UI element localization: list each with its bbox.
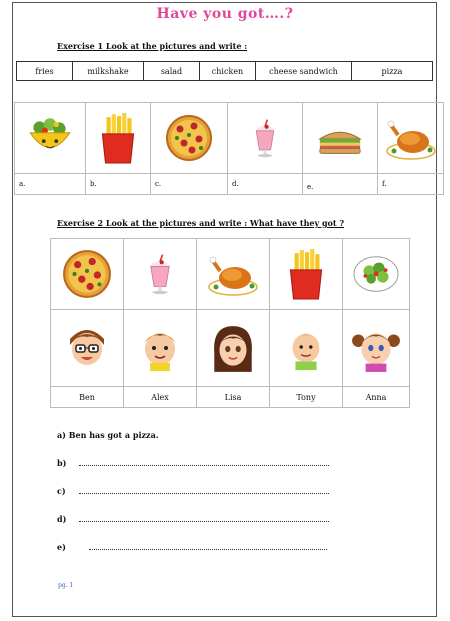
exercise1-picture-table — [14, 102, 444, 195]
boy-green-shirt-icon — [282, 320, 330, 376]
answer-letter: c. — [155, 180, 162, 188]
roast-chicken-icon — [204, 249, 262, 299]
picture-cell — [15, 103, 86, 174]
picture-cell — [228, 103, 303, 174]
child-cell — [343, 310, 410, 387]
answer-blank[interactable] — [79, 521, 329, 522]
answer-cell[interactable] — [303, 174, 378, 195]
answer-line-c[interactable] — [57, 486, 337, 496]
child-name: Alex — [124, 387, 197, 408]
boy-yellow-shirt-icon — [135, 322, 185, 374]
roast-chicken-icon — [383, 113, 439, 163]
child-cell — [270, 310, 343, 387]
child-name: Anna — [343, 387, 410, 408]
salad-plate-icon — [347, 250, 405, 298]
answer-cell[interactable] — [15, 174, 86, 195]
food-cell — [343, 239, 410, 310]
answer-label: e) — [57, 542, 66, 552]
example-sentence: a) Ben has got a pizza. — [57, 430, 159, 440]
answer-cell[interactable] — [378, 174, 444, 195]
answer-label: b) — [57, 458, 67, 468]
word-bank-cell: chicken — [200, 62, 256, 81]
word-bank-cell: fries — [17, 62, 73, 81]
milkshake-icon — [245, 110, 285, 166]
picture-cell — [303, 103, 378, 174]
worksheet-title: Have you got….? — [156, 6, 294, 22]
salad-bowl-icon — [22, 112, 78, 164]
food-cell — [270, 239, 343, 310]
girl-long-hair-icon — [207, 318, 259, 378]
food-cell — [124, 239, 197, 310]
word-bank-cell: salad — [144, 62, 200, 81]
answer-cell[interactable] — [86, 174, 151, 195]
child-name: Lisa — [197, 387, 270, 408]
word-bank-cell: pizza — [352, 62, 433, 81]
exercise2-picture-table — [50, 238, 410, 408]
girl-pigtails-icon — [350, 320, 402, 376]
exercise2-heading: Exercise 2 Look at the pictures and write : What have they got ? — [57, 218, 345, 228]
word-bank-table — [16, 61, 433, 81]
exercise1-heading: Exercise 1 Look at the pictures and write : — [57, 41, 248, 51]
fries-icon — [92, 110, 144, 166]
child-cell — [124, 310, 197, 387]
fries-icon — [280, 244, 332, 304]
word-bank-cell: milkshake — [73, 62, 144, 81]
picture-cell — [86, 103, 151, 174]
picture-cell — [151, 103, 228, 174]
answer-letter: f. — [382, 180, 387, 188]
child-cell — [197, 310, 270, 387]
food-cell — [51, 239, 124, 310]
milkshake-icon — [139, 245, 181, 303]
answer-line-e[interactable] — [57, 542, 337, 552]
word-bank-cell: cheese sandwich — [256, 62, 352, 81]
answer-blank[interactable] — [79, 493, 329, 494]
picture-cell — [378, 103, 444, 174]
answer-cell[interactable] — [151, 174, 228, 195]
sandwich-icon — [313, 114, 367, 162]
pizza-icon — [61, 248, 113, 300]
pizza-icon — [164, 113, 214, 163]
answer-line-b[interactable] — [57, 458, 337, 468]
answer-label: d) — [57, 514, 67, 524]
boy-with-glasses-icon — [62, 322, 112, 374]
food-cell — [197, 239, 270, 310]
child-name: Ben — [51, 387, 124, 408]
answer-letter: e. — [307, 183, 314, 191]
answer-letter: b. — [90, 180, 97, 188]
child-name: Tony — [270, 387, 343, 408]
answer-cell[interactable] — [228, 174, 303, 195]
child-cell — [51, 310, 124, 387]
page-number: pg. 1 — [58, 582, 74, 589]
answer-blank[interactable] — [79, 465, 329, 466]
answer-letter: d. — [232, 180, 239, 188]
answer-letter: a. — [19, 180, 26, 188]
answer-line-d[interactable] — [57, 514, 337, 524]
answer-blank[interactable] — [89, 549, 327, 550]
answer-label: c) — [57, 486, 66, 496]
